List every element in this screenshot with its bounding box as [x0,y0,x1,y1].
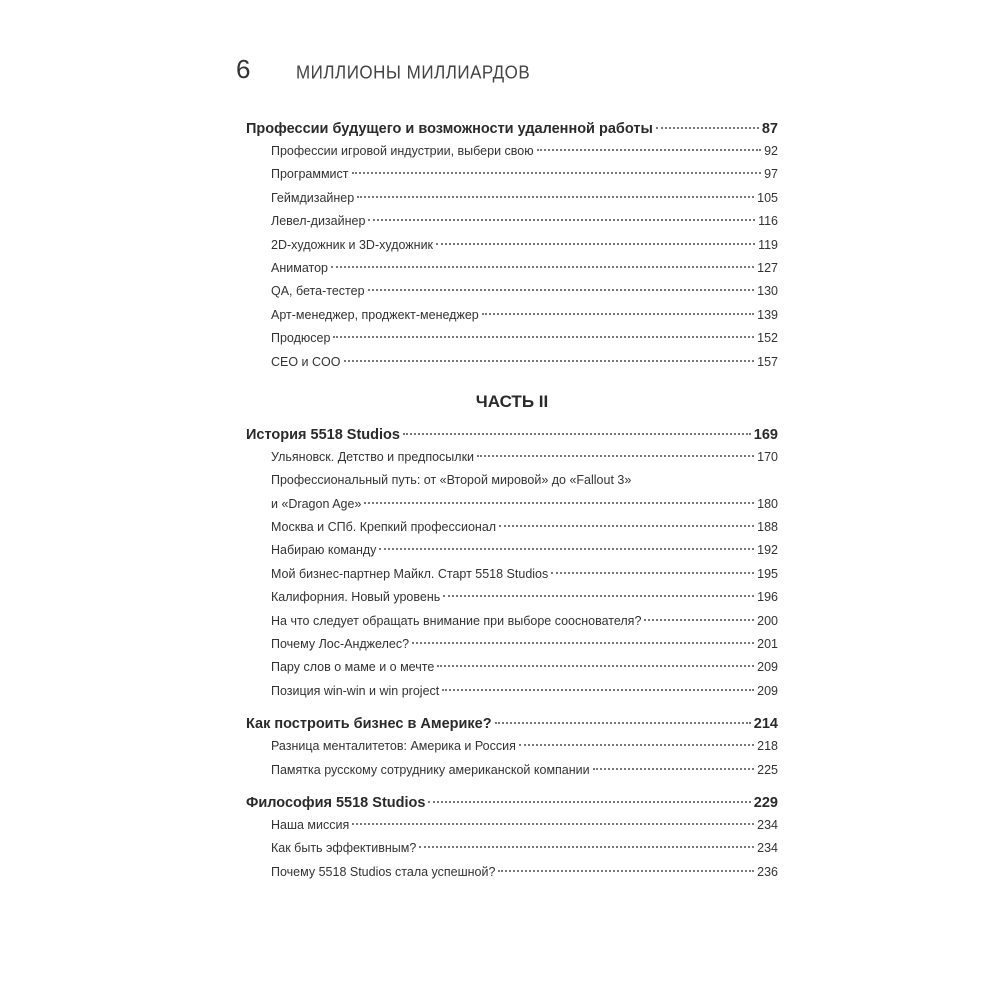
toc-item [246,214,778,237]
toc-item-title: 2D-художник и 3D-художник [271,237,434,252]
toc-item [246,660,778,683]
toc-item [246,520,778,543]
toc-item-title: Левел-дизайнер [271,214,366,229]
toc-item-title: CEO и COO [271,354,341,369]
dot-leader [428,801,750,803]
toc-item [246,473,778,520]
part-heading: ЧАСТЬ II [475,391,549,411]
dot-leader [364,502,754,504]
toc-section [246,713,778,739]
toc-item [246,450,778,473]
toc-section-title: Философия 5518 Studios [246,794,426,811]
dot-leader [331,266,754,268]
toc-page-number: 209 [757,660,778,675]
toc-section [246,792,778,818]
toc-item-title-continued: и «Dragon Age» [271,496,362,511]
toc-item-title: Как быть эффективным? [271,841,417,856]
toc-item [246,261,778,284]
toc-item [246,818,778,841]
toc-section [246,118,778,144]
toc-item [246,684,778,707]
toc-item [246,739,778,762]
dot-leader [333,336,754,338]
toc-item-title: Аниматор [271,260,328,275]
toc-item [246,614,778,637]
toc-page-number: 200 [757,613,778,628]
toc-item [246,841,778,864]
toc-item [246,543,778,566]
toc-item [246,567,778,590]
toc-item [246,331,778,354]
toc-item-title: QA, бета-тестер [271,284,365,299]
dot-leader [495,722,751,724]
toc-page-number: 234 [757,841,778,856]
toc-item-title: Ульяновск. Детство и предпосылки [271,449,475,464]
dot-leader [352,823,754,825]
toc-page-number: 97 [764,167,778,182]
toc-item-title: Профессиональный путь: от «Второй мировой» до «Fallout 3» [271,473,632,488]
toc-page-number: 229 [753,794,778,811]
toc-item-title: Программист [271,167,349,182]
toc-item-title: Разница менталитетов: Америка и Россия [271,739,516,754]
toc-page-number: 218 [757,739,778,754]
toc-item-title: Набираю команду [271,543,377,558]
dot-leader [593,768,755,770]
toc-page-number: 116 [758,214,778,229]
dot-leader [419,846,754,848]
table-of-contents [246,118,778,888]
toc-page-number: 192 [757,543,778,558]
dot-leader [412,642,754,644]
toc-item [246,284,778,307]
toc-page-number: 169 [753,426,778,443]
dot-leader [436,243,755,245]
toc-section-title: История 5518 Studios [246,426,400,443]
toc-item [246,590,778,613]
toc-item-title: Москва и СПб. Крепкий профессионал [271,520,497,535]
toc-page-number: 130 [757,284,778,299]
dot-leader [437,665,754,667]
dot-leader [498,870,754,872]
toc-page-number: 152 [757,331,778,346]
dot-leader [519,744,754,746]
toc-section [246,424,778,450]
toc-page-number: 195 [757,566,778,581]
toc-item-title: Пару слов о маме и о мечте [271,660,435,675]
toc-item-title: Наша миссия [271,817,350,832]
toc-page-number: 214 [753,716,778,733]
dot-leader [357,196,754,198]
page-header [236,54,770,85]
toc-item-title: Профессии игровой индустрии, выбери свою [271,144,534,158]
dot-leader [368,289,755,291]
toc-page-number: 87 [761,121,778,137]
toc-page-number: 209 [757,683,778,698]
toc-item-title: Почему 5518 Studios стала успешной? [271,864,496,879]
page-number: 6 [236,54,251,84]
toc-item-title: Позиция win-win и win project [271,683,440,698]
dot-leader [644,619,754,621]
dot-leader [537,149,761,151]
toc-page-number: 157 [757,354,778,369]
dot-leader [551,572,754,574]
toc-item-title: Продюсер [271,331,331,346]
dot-leader [344,360,755,362]
toc-page-number: 170 [757,449,778,464]
toc-item-title: Калифорния. Новый уровень [271,590,441,605]
toc-page-number: 119 [758,237,778,252]
toc-item [246,763,778,786]
toc-item [246,167,778,190]
dot-leader [368,219,755,221]
toc-page-number: 188 [757,520,778,535]
toc-item [246,308,778,331]
dot-leader [443,595,754,597]
toc-page-number: 201 [757,637,778,652]
toc-item-title: На что следует обращать внимание при выборе сооснователя? [271,613,642,628]
toc-item [246,865,778,888]
dot-leader [352,172,762,174]
toc-item-title: Почему Лос-Анджелес? [271,637,410,652]
dot-leader [482,313,754,315]
toc-page-number: 196 [757,590,778,605]
toc-page-number: 92 [764,144,778,158]
toc-page-number: 234 [757,817,778,832]
toc-item-title: Арт-менеджер, проджект-менеджер [271,307,479,322]
toc-item [246,238,778,261]
toc-page-number: 180 [757,496,778,511]
toc-page-number: 236 [757,864,778,879]
running-title: МИЛЛИОНЫ МИЛЛИАРДОВ [296,62,531,83]
dot-leader [477,455,754,457]
toc-item [246,191,778,214]
toc-item [246,144,778,167]
dot-leader [442,689,754,691]
toc-item [246,637,778,660]
dot-leader [499,525,754,527]
toc-page-number: 105 [757,190,778,205]
dot-leader [379,548,754,550]
toc-page-number: 139 [757,307,778,322]
toc-item-title: Мой бизнес-партнер Майкл. Старт 5518 Studios [271,566,549,581]
toc-item-title: Памятка русскому сотруднику американской компании [271,762,590,777]
toc-section-title: Как построить бизнес в Америке? [246,716,492,733]
dot-leader [403,433,751,435]
toc-page-number: 225 [757,762,778,777]
toc-item [246,355,778,378]
dot-leader [656,127,759,129]
toc-item-title: Геймдизайнер [271,190,355,205]
toc-section-title: Профессии будущего и возможности удаленной работы [246,121,653,137]
toc-page-number: 127 [757,260,778,275]
